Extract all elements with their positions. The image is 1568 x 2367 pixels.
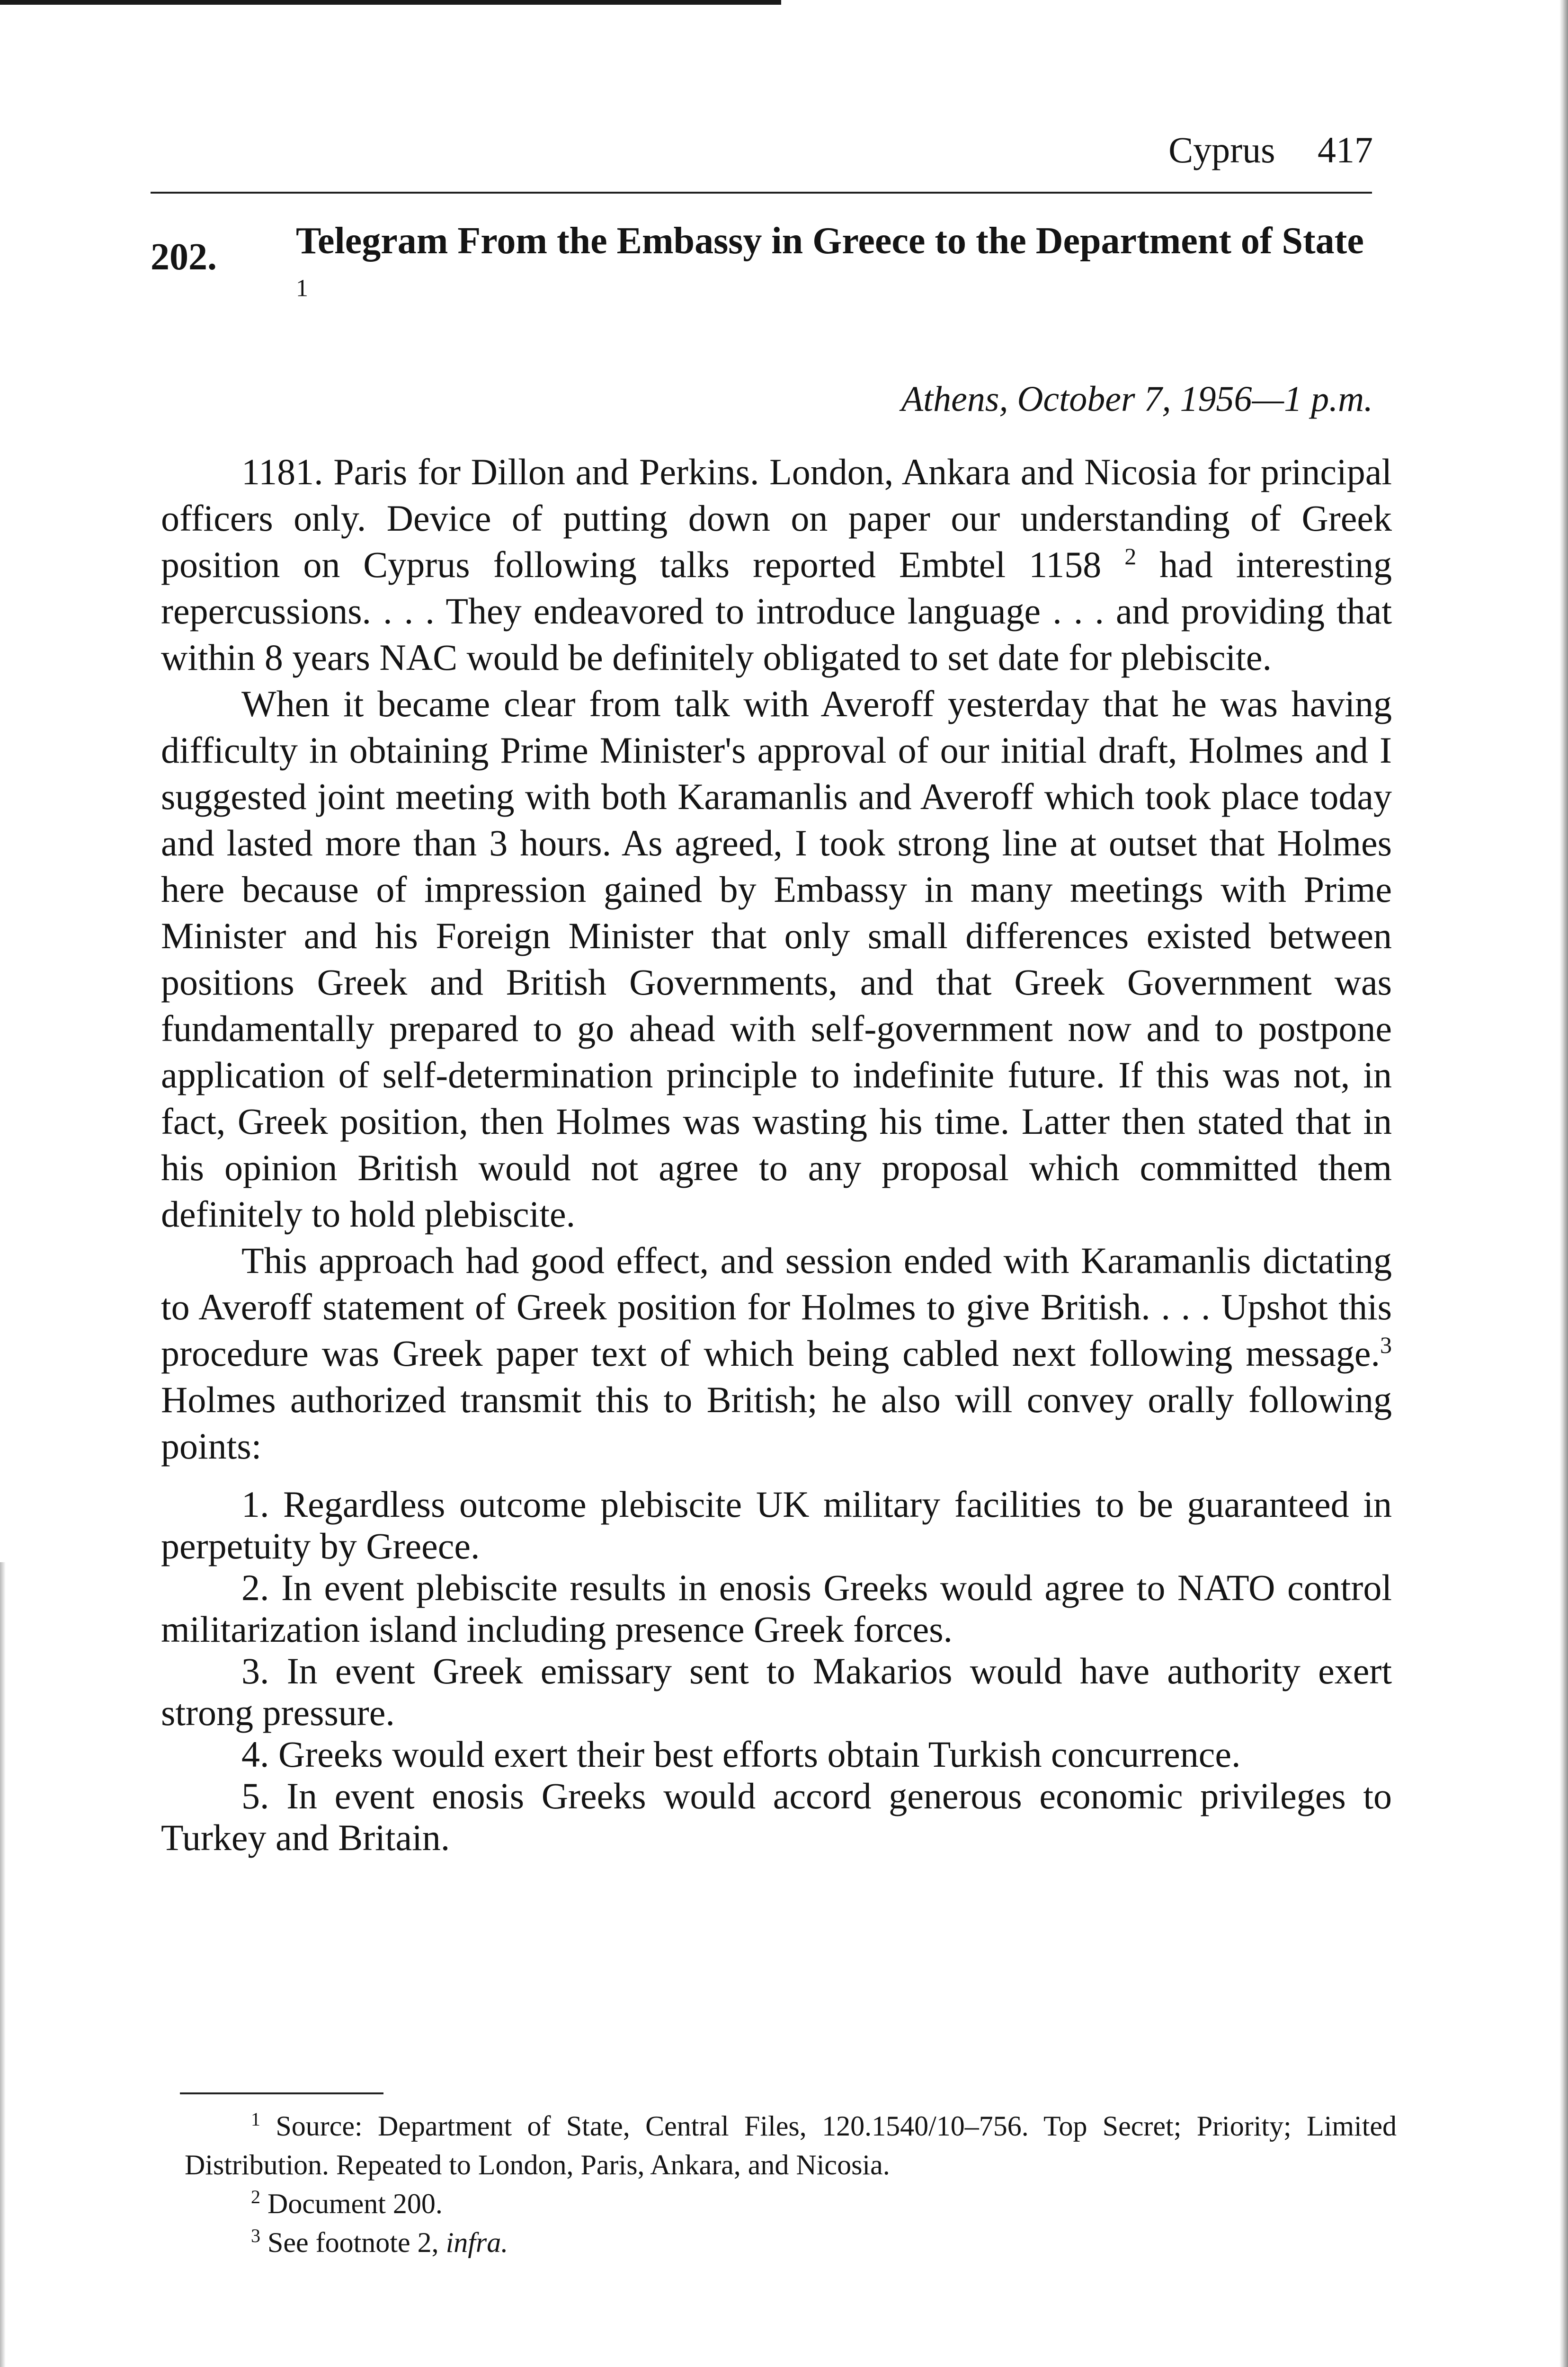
list-item: 1. Regardless outcome plebiscite UK military facilities to be guaranteed in perpetuity by Greece.: [161, 1484, 1392, 1566]
points-list: [161, 1484, 1392, 1859]
footnote-ref-3[interactable]: 3: [1380, 1332, 1392, 1358]
running-head: [1089, 129, 1373, 171]
list-item: 3. In event Greek emissary sent to Makarios would have authority exert strong pressure.: [161, 1650, 1392, 1733]
dateline: Athens, October 7, 1956—1 p.m.: [901, 379, 1373, 419]
paragraph-3: This approach had good effect, and session ended with Karamanlis dictating to Averoff statement of Greek position for Holmes to give British. . . . Upshot this procedure was Greek paper text of which being cabled next following message.$^3$ Holmes authorized transmit this to British; he also will convey orally following points:: [161, 1240, 1392, 1467]
footnote-3: $^3$ See footnote 2, infra.: [251, 2225, 508, 2258]
binding-edge-shadow: [0, 1562, 6, 2367]
telegram-body: [161, 449, 1392, 1859]
page-number: 417: [1318, 129, 1373, 170]
paragraph-1: 1181. Paris for Dillon and Perkins. London, Ankara and Nicosia for principal officers only. Device of putting down on paper our understanding of Greek position on Cyprus following talks reported Embtel 1158 $^2$ had interesting repercussions. . . . They endeavored to introduce language . . . and providing that within 8 years NAC would be definitely obligated to set date for plebiscite.: [161, 451, 1392, 678]
document-number: 202.: [151, 236, 217, 278]
document-title: Telegram From the Embassy in Greece to the Department of State: [296, 220, 1364, 262]
paragraph-2: When it became clear from talk with Averoff yesterday that he was having difficulty in obtaining Prime Minister's approval of our initial draft, Holmes and I suggested joint meeting with both Karamanlis and Averoff which took place today and lasted more than 3 hours. As agreed, I took strong line at outset that Holmes here because of impression gained by Embassy in many meetings with Prime Minister and his Foreign Minister that only small differences existed between positions Greek and British Governments, and that Greek Government was fundamentally prepared to go ahead with self-government now and to postpone application of self-determination principle to indefinite future. If this was not, in fact, Greek position, then Holmes was wasting his time. Latter then stated that in his opinion British would not agree to any proposal which committed them definitely to hold plebiscite.: [161, 683, 1392, 1235]
running-head-title: Cyprus: [1168, 129, 1275, 170]
footnotes: [185, 2107, 1397, 2262]
footnote-rule: [180, 2092, 383, 2094]
document-heading: [296, 213, 1385, 325]
heading-footnote-ref[interactable]: 1: [296, 275, 308, 302]
list-item: 2. In event plebiscite results in enosis Greeks would agree to NATO control militarization island including presence Greek forces.: [161, 1567, 1392, 1650]
list-item: 4. Greeks would exert their best efforts obtain Turkish concurrence.: [241, 1734, 1241, 1775]
top-border: [0, 0, 781, 5]
page-edge-shadow: [1559, 0, 1568, 2367]
header-rule: [151, 192, 1372, 194]
list-item: 5. In event enosis Greeks would accord generous economic privileges to Turkey and Britain.: [161, 1775, 1392, 1858]
footnote-ref-2[interactable]: 2: [1124, 543, 1137, 570]
footnote-1: $^1$ Source: Department of State, Central Files, 120.1540/10–756. Top Secret; Priority; Limited Distribution. Repeated to London, Paris, Ankara, and Nicosia.: [185, 2109, 1397, 2180]
footnote-2: $^2$ Document 200.: [251, 2186, 443, 2219]
